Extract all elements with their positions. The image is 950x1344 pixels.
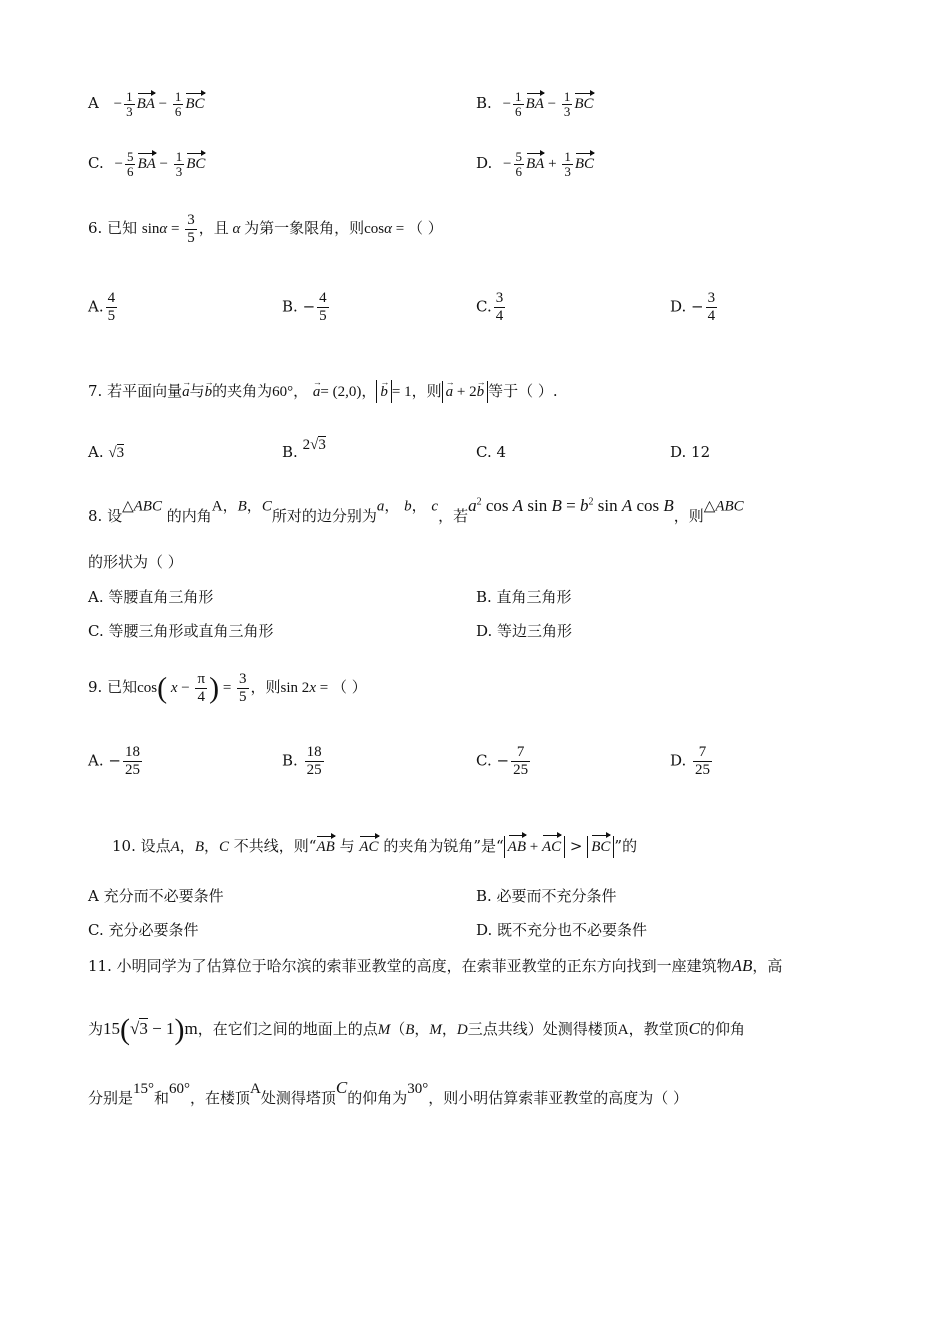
text: （ ） [331,678,367,696]
question-number: 10. 设点 [112,837,171,855]
option-label: C. [88,153,104,172]
point-m: M [429,1022,442,1038]
option-label: C. 4 [476,443,507,461]
text: 的仰角 [699,1020,745,1038]
q7-option-d[interactable] [670,442,710,462]
denominator: 4 [707,308,716,324]
sqrt-expr: √3 [108,445,125,461]
text: 为 [88,1020,104,1038]
norm-bc: BC [587,836,614,858]
point-c: C [688,1019,700,1038]
text: ，则 [250,678,281,696]
norm-expr: a → + 2b → [442,381,488,403]
q5-option-c[interactable] [88,150,205,179]
option-label: D. [476,153,493,172]
text: ，在楼顶 [190,1089,251,1107]
sqrt-expr: 2√3 [302,437,326,453]
vertex-b: B [237,498,247,515]
question-number: 8. 设 [88,506,123,525]
text: ，则小明估算索菲亚教堂的高度为（ ） [428,1089,689,1107]
q8-stem-line2: 的形状为（ ） [88,553,183,571]
point-m: M [377,1022,391,1038]
q7-option-a[interactable] [88,442,124,463]
denominator: 5 [319,308,327,324]
option-label: A [88,93,99,112]
height-expr: 15(√3 − 1)m [103,1013,198,1047]
q9-stem [88,664,367,710]
numerator: 4 [319,290,327,306]
option-label: A. [88,751,104,770]
option-label: B. [282,443,298,461]
point-c: C [335,1078,348,1097]
text: 与 [339,837,355,855]
denominator: 25 [306,762,322,778]
norm-sum: AB + AC [504,836,565,858]
text: 和 [154,1089,170,1107]
text: 与 [189,382,205,400]
option-math: − $\frac{5}{6}$ BA + $\frac{1}{3}$ BC [503,149,594,179]
q10-option-d[interactable]: D. 既不充分也不必要条件 [476,921,648,939]
sign: − [108,751,121,770]
triangle-abc: △ABC [122,498,162,515]
text: 的夹角为锐角”是“ [383,837,504,855]
option-label: D. [670,297,687,316]
point-b: B [405,1022,415,1038]
vector-a: a → [182,382,190,402]
q6-option-d[interactable] [670,290,719,325]
option-math: − $\frac{1}{3}$ BA − $\frac{1}{6}$ BC [113,89,205,119]
q10-option-c[interactable]: C. 充分必要条件 [88,921,199,939]
building-ab: AB [731,956,753,975]
q8-option-c[interactable]: C. 等腰三角形或直角三角形 [88,622,274,640]
q8-option-b[interactable]: B. 直角三角形 [476,588,572,606]
text: ，则 [673,506,704,525]
numerator: 3 [495,290,504,306]
text: 处测得塔顶 [260,1089,336,1107]
vertex-c: C [261,498,272,515]
side-c: c [431,498,439,515]
denominator: 4 [495,308,504,324]
points-abc: A [170,839,180,855]
text: ，高 [752,957,783,975]
q5-option-d[interactable] [476,150,594,179]
vector-ac: AC [359,839,379,855]
q5-option-b[interactable] [476,90,594,119]
q9-option-c[interactable] [476,744,532,779]
q8-option-a[interactable]: A. 等腰直角三角形 [88,588,214,606]
numerator: 4 [107,290,116,306]
triangle-abc: △ABC [703,498,744,515]
q9-option-a[interactable] [88,744,144,779]
text: ，在它们之间的地面上的点 [197,1020,378,1038]
option-label: D. [670,751,687,770]
text: 的仰角为 [347,1089,408,1107]
text: ，若 [438,506,469,525]
point-c: C [219,839,230,855]
text: （ ） [407,218,443,237]
numerator: 7 [693,744,712,762]
q11-line1 [88,956,782,976]
vector-a: a → [313,382,321,402]
q6-option-c[interactable] [476,290,507,325]
text: ，教堂顶 [628,1020,689,1038]
option-label: B. [476,93,492,112]
q10-option-a[interactable]: A 充分而不必要条件 [88,887,224,905]
q7-option-c[interactable] [476,442,506,462]
text: 等于（ ）. [488,382,558,400]
q9-cos-expr: cos( x − $\frac{\pi}{4}$ ) = $\frac{3}{5}$ [137,671,247,706]
side-b: b [404,498,412,515]
q6-option-a[interactable] [88,290,119,325]
text: 的夹角为 [212,382,273,400]
a-value: = (2,0) [320,384,362,400]
option-label: B. [282,751,298,770]
text: 三点共线）处测得楼顶 [467,1020,618,1038]
q7-option-b[interactable] [282,434,326,461]
q6-sin-expr: sinα = $\frac{3}{5}$ [141,212,195,246]
option-label: C. [476,751,492,770]
angle-60: 60° [169,1081,191,1097]
text: ”的 [614,837,638,855]
point-b: B [194,839,204,855]
q10-option-b[interactable]: B. 必要而不充分条件 [476,887,617,905]
angle-value: 60° [272,384,294,400]
vector-b: b → [205,382,213,402]
question-text: 11. 小明同学为了估算位于哈尔滨的索菲亚教堂的高度，在索菲亚教堂的正东方向找到一座建筑物 [88,957,732,975]
q9-option-d[interactable] [670,744,714,779]
q6-stem [88,212,443,247]
q6-option-b[interactable] [282,290,331,325]
q8-equation: $a^2$ cos A $\sin B = b^2$ sin A cos B [468,495,674,515]
q9-sin-expr: sin 2x = [280,680,332,696]
text: ，且 [198,218,229,237]
numerator: 18 [306,744,322,760]
text: 所对的边分别为 [271,506,377,525]
alpha-symbol: α [228,220,245,237]
question-number: 9. 已知 [88,678,138,696]
text: 分别是 [88,1089,134,1107]
option-label: A. [88,297,104,316]
text: ，则 [411,382,442,400]
numerator: 18 [124,744,140,760]
side-a: a [376,498,385,515]
sign: − [496,751,510,770]
option-label: D. 12 [670,443,711,461]
option-label: B. [282,297,298,316]
sign: − [691,297,704,316]
question-number: 6. 已知 [88,218,138,237]
text: ， [293,382,309,400]
option-label: A. [88,443,104,461]
numerator: 7 [511,744,530,762]
option-math: − $\frac{5}{6}$ BA − $\frac{1}{3}$ BC [114,149,206,179]
point-a: A [250,1081,261,1097]
denominator: 25 [513,762,529,778]
option-label: C. [476,297,492,316]
angle-30: 30° [407,1081,429,1097]
b-norm: = 1 [391,384,412,400]
point-d: D [456,1022,468,1038]
option-math: − $\frac{1}{6}$ BA − $\frac{1}{3}$ BC [502,89,594,119]
q11-line2: 为15(√3 − 1)m，在它们之间的地面上的点M（B，M，D三点共线）处测得楼顶A，教堂顶C的仰角 [88,1013,745,1047]
denominator: 25 [695,762,711,778]
point-a: A [617,1022,629,1038]
vector-ab: AB [316,839,335,855]
q8-option-d[interactable]: D. 等边三角形 [476,622,573,640]
q5-option-a[interactable] [88,90,205,119]
angle-15: 15° [133,1081,155,1097]
numerator: 3 [707,290,716,306]
q8-stem: 8. 设△ABC 的内角A，B，C所对的边分别为a， b， c，若$a^2$ cos A $\sin B = b^2$ sin A cos B，则△ABC [88,495,744,525]
q7-stem: 7. 若平面向量a →与b →的夹角为60°， a →= (2,0)， b → = 1，则 a → + 2b → 等于（ ）. [88,380,558,403]
text: 的内角 [166,506,212,525]
q9-option-b[interactable] [282,744,326,779]
vertex-a: A [211,498,223,515]
denominator: 5 [107,308,116,324]
denominator: 25 [124,762,140,778]
sign: − [302,297,316,316]
question-number: 7. 若平面向量 [88,382,183,400]
q6-cos-expr: cosα = [364,220,408,237]
q11-line3 [88,1080,688,1117]
text: 不共线，则“ [233,837,317,855]
q10-stem: 10. 设点A，B，C 不共线，则“AB 与 AC 的夹角为锐角”是“ AB + AC > BC ”的 [112,836,637,858]
text: 为第一象限角，则 [244,218,365,237]
